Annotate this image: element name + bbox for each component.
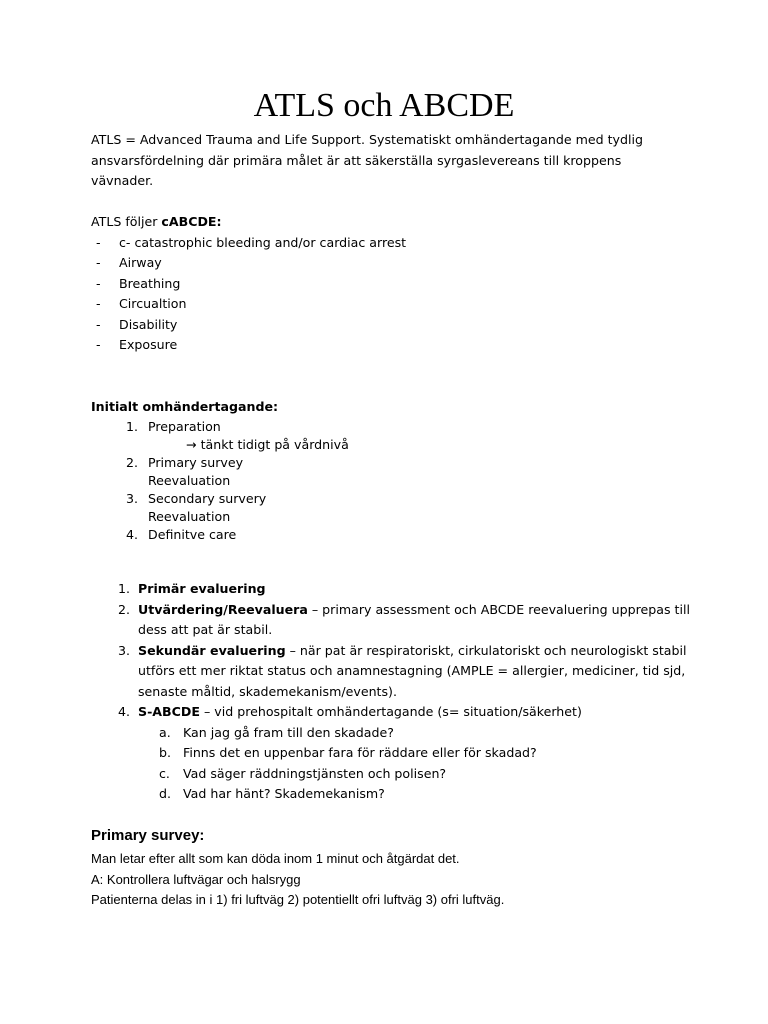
sub-list [91,723,711,805]
list-dash: - [96,296,101,311]
sub-list-text: Kan jag gå fram till den skadade? [183,724,394,740]
initial-section [91,397,691,544]
list-item [91,600,711,641]
list-number: 4. [118,704,131,719]
list-item [91,702,711,723]
intro-line: ansvarsfördelning där primära målet är att säkerställa syrgaslevereans till kroppens [91,152,622,168]
list-item [91,294,691,315]
list-item [91,253,691,274]
document-title: ATLS och ABCDE [253,87,515,124]
arrow-icon: → [186,436,197,452]
sub-list-letter: a. [159,724,171,740]
list-item [91,315,691,336]
list-item [91,579,711,600]
list-item-text: senaste måltid, skademekanism/events). [138,683,397,699]
paragraph-line: Patienterna delas in i 1) fri luftväg 2) potentiellt ofri luftväg 3) ofri luftväg. [91,892,505,907]
sub-list-item [91,764,711,785]
list-item [91,526,691,544]
list-item-bold: Utvärdering/Reevaluera [138,601,308,617]
list-item-bold: Primär evaluering [138,581,266,596]
list-item [91,418,691,436]
list-item-bold: Sekundär evaluering [138,642,286,658]
list-number: 4. [125,526,138,542]
list-item [91,508,691,526]
list-number: 3. [118,642,131,658]
sub-list-text: Vad säger räddningstjänsten och polisen? [183,765,447,781]
sub-list-item [91,743,711,764]
list-dash: - [96,275,101,291]
sub-list-letter: b. [159,745,171,760]
list-dash: - [96,255,101,270]
list-number: 3. [125,490,138,506]
list-item-text: Definitve care [148,526,237,542]
section-heading: Primary survey: [91,827,205,844]
sub-list-text: Finns det en uppenbar fara för räddare eller för skadad? [183,745,537,760]
list-item-text: dess att pat är stabil. [138,622,273,637]
list-number: 1. [125,418,138,434]
sub-list-item [91,723,711,744]
list-item-text: Preparation [148,418,221,434]
list-item-text: Breathing [119,275,181,291]
list-item-text: – primary assessment och ABCDE reevaluering upprepas till [307,601,690,617]
list-item-text: Secondary survery [148,490,267,506]
sub-list-item [91,784,711,805]
list-item-text: Circualtion [119,296,187,311]
intro-paragraph [91,130,691,192]
paragraph-line: Man letar efter allt som kan döda inom 1 minut och åtgärdat det. [91,851,460,866]
paragraph-line: A: Kontrollera luftvägar och halsrygg [91,871,301,887]
list-dash: - [96,316,101,332]
primary-survey-section [91,849,711,911]
evaluation-section [91,579,711,805]
initial-heading-text: Initialt omhändertagande: [91,399,279,414]
list-item [91,641,711,703]
list-item-text: Exposure [119,337,178,352]
list-item-text: Disability [119,316,178,332]
list-item-text: Reevaluation [148,472,231,488]
list-item-text: Primary survey [148,454,244,470]
list-item-text: tänkt tidigt på vårdnivå [200,436,349,452]
list-item [91,490,691,508]
cabcde-heading [91,212,691,233]
list-item [91,233,691,254]
intro-line: ATLS = Advanced Trauma and Life Support. Systematiskt omhändertagande med tydlig [91,132,643,147]
list-item-text: Reevaluation [148,508,231,524]
intro-line: vävnader. [91,173,154,188]
list-item [91,454,691,472]
list-item-text: – vid prehospitalt omhändertagande (s= situation/säkerhet) [199,704,582,719]
list-number: 2. [118,601,131,617]
cabcde-section [91,212,691,356]
list-item [91,274,691,295]
list-item-bold: S-ABCDE [138,704,200,719]
list-item [91,472,691,490]
list-number: 1. [118,581,131,596]
list-item [91,436,691,454]
list-item [91,335,691,356]
sub-list-text: Vad har hänt? Skademekanism? [183,786,385,801]
list-item-text: Airway [119,255,162,270]
sub-list-letter: c. [159,765,170,781]
sub-list-letter: d. [159,786,171,801]
initial-heading [91,397,691,418]
cabcde-heading-plain: ATLS följer [91,214,162,229]
list-item-text: c- catastrophic bleeding and/or cardiac arrest [119,234,407,250]
list-item-text: – när pat är respiratoriskt, cirkulatoriskt och neurologiskt stabil [285,642,687,658]
list-item-text: utförs ett mer riktat status och anamnestagning (AMPLE = allergier, mediciner, tid sjd, [138,663,686,678]
cabcde-heading-bold: cABCDE: [161,214,222,229]
list-dash: - [96,337,101,352]
list-number: 2. [125,454,138,470]
list-dash: - [96,234,101,250]
